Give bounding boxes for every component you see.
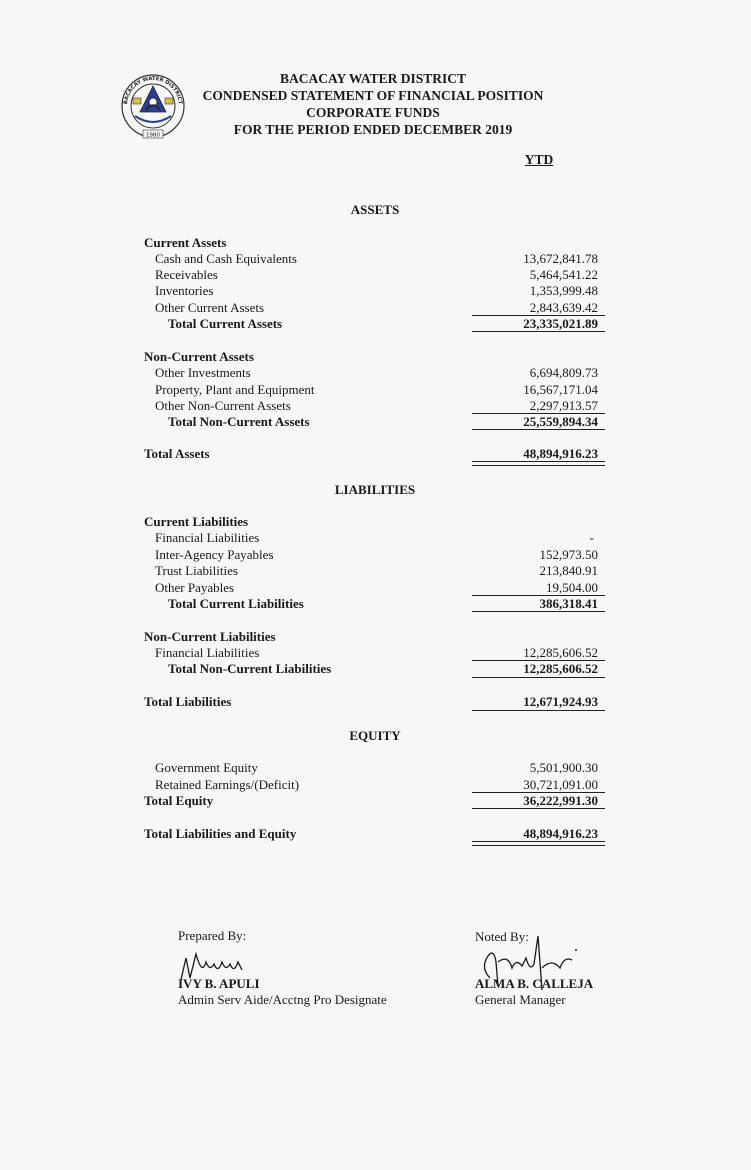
noter-title: General Manager	[475, 992, 566, 1007]
line-item-label: Retained Earnings/(Deficit)	[155, 777, 300, 792]
section-title-row	[144, 235, 606, 252]
line-item-row	[144, 563, 606, 580]
subtotal-label: Total Current Assets	[168, 316, 283, 331]
line-item-label: Receivables	[155, 267, 218, 282]
subtotal-amount: 386,318.41	[539, 596, 598, 611]
assets-heading: ASSETS	[350, 202, 400, 217]
line-item-label: Government Equity	[155, 760, 258, 775]
line-item-amount: 6,694,809.73	[529, 365, 598, 380]
subtotal-rule	[472, 677, 605, 678]
svg-text:BACACAY WATER DISTRICT: BACACAY WATER DISTRICT	[123, 75, 183, 105]
line-item-row	[144, 251, 606, 268]
section-title-row	[144, 349, 606, 366]
preparer-title: Admin Serv Aide/Acctng Pro Designate	[178, 992, 387, 1007]
total-liabilities-amount: 12,671,924.93	[523, 694, 598, 709]
liabilities-heading: LIABILITIES	[334, 482, 416, 497]
total-equity-amount: 36,222,991.30	[523, 793, 598, 808]
total-row	[144, 694, 606, 711]
line-item-amount: 2,297,913.57	[529, 398, 598, 413]
line-item-row	[144, 760, 606, 777]
line-item-label: Inter-Agency Payables	[155, 547, 274, 562]
subtotal-label: Total Non-Current Assets	[168, 414, 310, 429]
line-item-label: Other Non-Current Assets	[155, 398, 291, 413]
line-item-row	[144, 283, 606, 300]
subtotal-rule	[472, 429, 605, 430]
line-item-label: Property, Plant and Equipment	[155, 382, 315, 397]
current-liabilities-title: Current Liabilities	[144, 514, 249, 529]
total-liabilities-label: Total Liabilities	[144, 694, 232, 709]
line-item-amount: 5,501,900.30	[529, 760, 598, 775]
total-assets-label: Total Assets	[144, 446, 210, 461]
period-label: FOR THE PERIOD ENDED DECEMBER 2019	[233, 122, 513, 137]
line-item-label: Cash and Cash Equivalents	[155, 251, 297, 266]
line-item-row	[144, 267, 606, 284]
line-item-amount: 5,464,541.22	[529, 267, 598, 282]
double-rule	[472, 841, 605, 846]
grand-total-label: Total Liabilities and Equity	[144, 826, 297, 841]
water-district-seal-logo	[113, 72, 197, 140]
prepared-by-caption: Prepared By:	[178, 928, 247, 943]
noncurrent-liabilities-title: Non-Current Liabilities	[144, 629, 276, 644]
line-item-row	[144, 530, 606, 547]
line-item-amount: 30,721,091.00	[523, 777, 598, 792]
line-item-amount: 152,973.50	[539, 547, 598, 562]
subtotal-label: Total Non-Current Liabilities	[168, 661, 332, 676]
double-rule	[472, 461, 605, 466]
line-item-amount: 213,840.91	[539, 563, 598, 578]
subtotal-rule	[472, 331, 605, 332]
line-item-label: Financial Liabilities	[155, 645, 260, 660]
svg-text:1980: 1980	[146, 132, 160, 139]
line-item-row	[144, 547, 606, 564]
subtotal-label: Total Current Liabilities	[168, 596, 304, 611]
statement-title: CONDENSED STATEMENT OF FINANCIAL POSITION	[202, 88, 544, 103]
line-item-amount: 13,672,841.78	[523, 251, 598, 266]
line-item-row	[144, 365, 606, 382]
line-item-label: Trust Liabilities	[155, 563, 238, 578]
line-item-label: Financial Liabilities	[155, 530, 260, 545]
line-item-amount: 16,567,171.04	[523, 382, 598, 397]
noted-by-block	[475, 976, 593, 1008]
line-item-amount: 2,843,639.42	[529, 300, 598, 315]
statement-header	[200, 70, 546, 138]
noter-name: ALMA B. CALLEJA	[475, 976, 594, 991]
section-title-row	[144, 514, 606, 531]
subtotal-amount: 12,285,606.52	[523, 661, 598, 676]
line-item-label: Other Investments	[155, 365, 251, 380]
total-rule	[472, 710, 605, 711]
equity-heading: EQUITY	[349, 728, 401, 743]
prepared-by-block	[178, 976, 387, 1008]
preparer-name: IVY B. APULI	[178, 976, 260, 991]
line-item-label: Inventories	[155, 283, 214, 298]
subtotal-amount: 25,559,894.34	[523, 414, 598, 429]
section-title-row	[144, 629, 606, 646]
current-assets-title: Current Assets	[144, 235, 227, 250]
total-assets-amount: 48,894,916.23	[523, 446, 598, 461]
line-item-amount: -	[589, 530, 594, 545]
line-item-row	[144, 382, 606, 399]
line-item-label: Other Current Assets	[155, 300, 265, 315]
total-equity-label: Total Equity	[144, 793, 214, 808]
grand-total-amount: 48,894,916.23	[523, 826, 598, 841]
noncurrent-assets-title: Non-Current Assets	[144, 349, 254, 364]
line-item-label: Other Payables	[155, 580, 235, 595]
subtotal-rule	[472, 808, 605, 809]
line-item-amount: 12,285,606.52	[523, 645, 598, 660]
noted-by-caption: Noted By:	[475, 929, 529, 944]
subtotal-row	[144, 661, 606, 678]
line-item-amount: 1,353,999.48	[529, 283, 598, 298]
line-item-amount: 19,504.00	[546, 580, 598, 595]
subtotal-amount: 23,335,021.89	[523, 316, 598, 331]
fund-name: CORPORATE FUNDS	[306, 105, 440, 120]
subtotal-rule	[472, 611, 605, 612]
entity-name: BACACAY WATER DISTRICT	[279, 71, 467, 86]
ytd-column-header: YTD	[524, 152, 554, 167]
